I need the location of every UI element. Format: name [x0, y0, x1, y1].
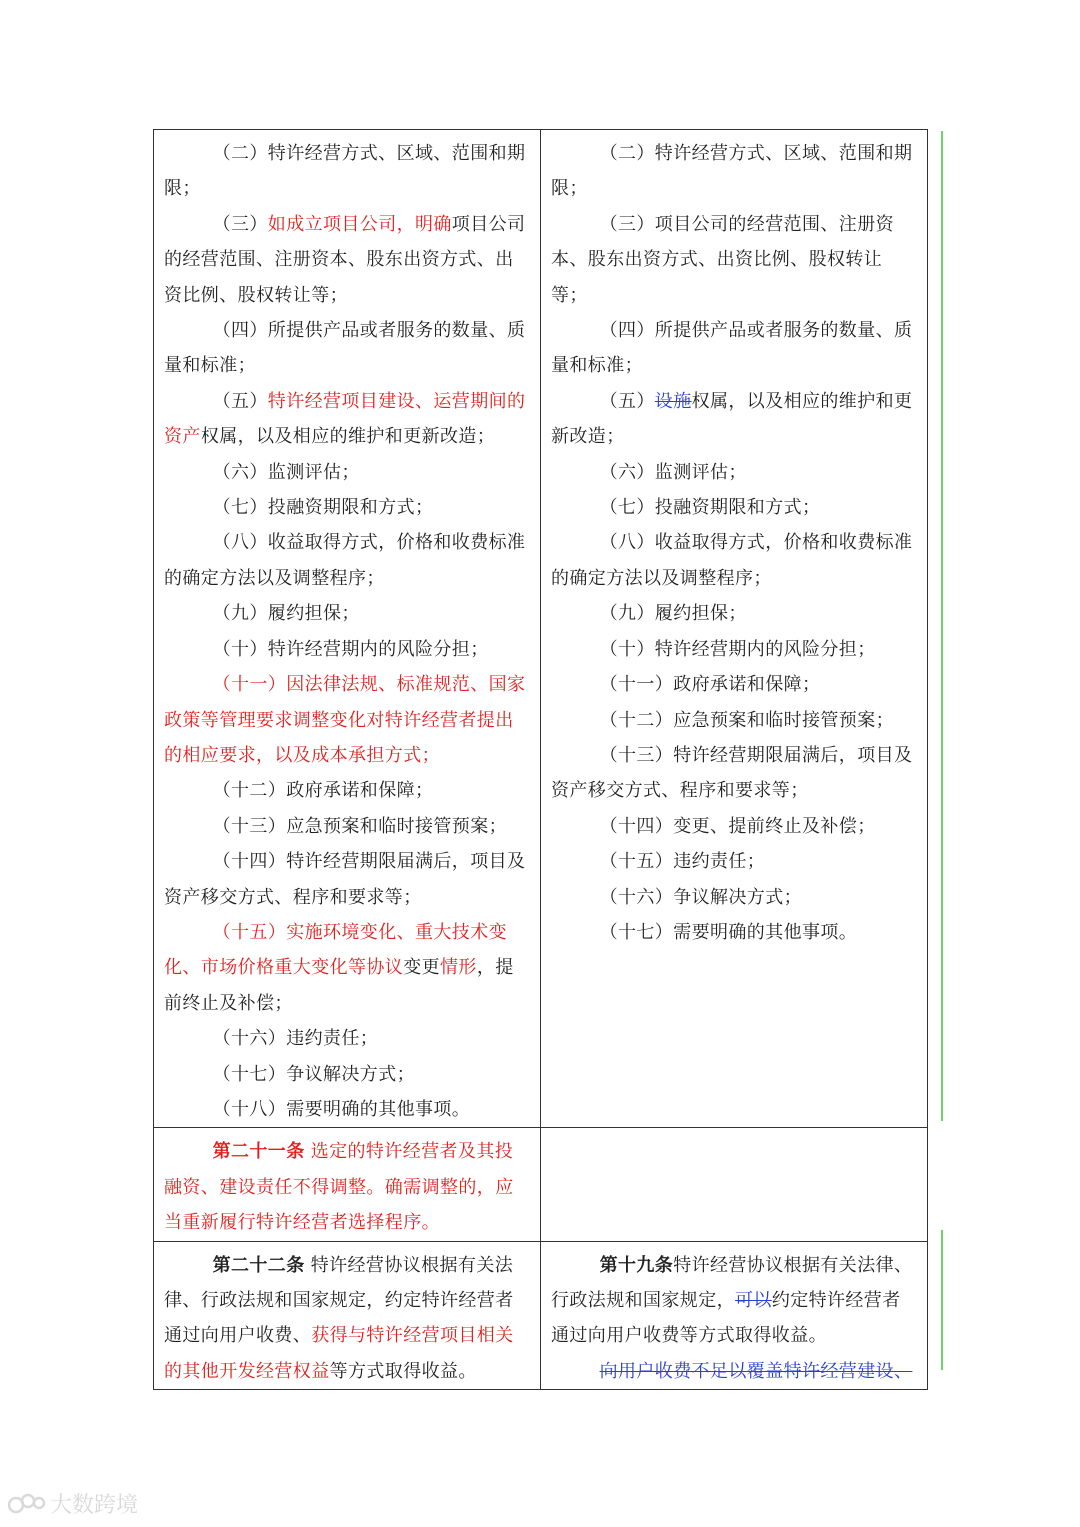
text-run: ，提前终止及补偿； — [164, 957, 514, 1014]
text-run: 等方式取得收益。 — [329, 1360, 477, 1382]
text-run: （十二）政府承诺和保障； — [212, 780, 434, 802]
text-run: （十五）违约责任； — [599, 851, 766, 873]
text-run: （二）特许经营方式、区域、范围和期限； — [551, 143, 913, 200]
right-cell — [541, 1241, 928, 1390]
text-run: （十七）争议解决方式； — [212, 1063, 415, 1085]
deleted-text: 可以 — [735, 1290, 772, 1311]
watermark — [8, 1488, 138, 1519]
text-run: （十八）需要明确的其他事项。 — [212, 1098, 471, 1120]
right-cell — [541, 1128, 928, 1241]
paragraph — [164, 844, 530, 915]
logo-icon — [8, 1491, 46, 1517]
paragraph — [164, 667, 530, 773]
text-run: （四）所提供产品或者服务的数量、质量和标准； — [164, 320, 526, 377]
paragraph — [551, 207, 917, 313]
text-run: （五） — [599, 390, 655, 412]
watermark-text: 大数跨境 — [50, 1493, 139, 1518]
paragraph — [164, 1092, 530, 1127]
paragraph — [551, 915, 917, 950]
paragraph — [164, 773, 530, 808]
added-text: 如成立项目公司，明确 — [267, 213, 452, 235]
paragraph — [164, 1248, 530, 1390]
paragraph — [551, 667, 917, 702]
paragraph — [551, 525, 917, 596]
paragraph — [551, 1248, 917, 1354]
deleted-text: 向用户收费不足以覆盖特许经营建设、 — [599, 1360, 913, 1382]
paragraph — [164, 384, 530, 455]
paragraph — [551, 880, 917, 915]
text-run: （八）收益取得方式，价格和收费标准的确定方法以及调整程序； — [164, 532, 526, 589]
paragraph — [164, 136, 530, 207]
paragraph — [551, 738, 917, 809]
paragraph — [551, 809, 917, 844]
text-run: （十六）争议解决方式； — [599, 886, 802, 908]
paragraph — [164, 525, 530, 596]
text-run: 变更 — [403, 957, 441, 979]
text-run: （八）收益取得方式，价格和收费标准的确定方法以及调整程序； — [551, 532, 913, 589]
paragraph — [551, 136, 917, 207]
text-run: （六）监测评估； — [599, 461, 747, 483]
paragraph — [164, 313, 530, 384]
text-run: （十六）违约责任； — [212, 1028, 379, 1050]
paragraph — [551, 632, 917, 667]
paragraph — [551, 455, 917, 490]
right-cell — [541, 130, 928, 1128]
text-run: （十）特许经营期内的风险分担； — [212, 638, 489, 660]
table-row — [154, 130, 928, 1128]
paragraph — [164, 809, 530, 844]
table-row — [154, 1128, 928, 1241]
text-run: （四）所提供产品或者服务的数量、质量和标准； — [551, 320, 913, 377]
text-run: （十二）应急预案和临时接管预案； — [599, 709, 894, 731]
comparison-table — [153, 129, 928, 1390]
left-cell — [154, 1128, 541, 1241]
text-run: 特许经营协议根据有关法律、行政法规和国家规定，约定特许经营者通过向用户收费、 — [164, 1254, 514, 1347]
paragraph — [551, 490, 917, 525]
text-run: 权属，以及相应的维护和更新改造； — [200, 426, 496, 448]
text-run: （七）投融资期限和方式； — [599, 497, 821, 519]
added-text: 第二十一条 — [212, 1141, 305, 1163]
text-run: 项目公司的经营范围、注册资本、股东出资方式、出资比例、股权转让等； — [164, 213, 526, 306]
paragraph — [551, 703, 917, 738]
text-run: （三）项目公司的经营范围、注册资本、股东出资方式、出资比例、股权转让等； — [551, 213, 894, 306]
paragraph — [164, 207, 530, 313]
paragraph — [551, 1354, 917, 1383]
paragraph — [164, 1134, 530, 1240]
text-run: （十三）特许经营期限届满后，项目及资产移交方式、程序和要求等； — [551, 744, 913, 802]
text-run: 第二十二条 — [212, 1254, 305, 1276]
text-run: （十一）政府承诺和保障； — [599, 674, 821, 696]
added-text: 特许经营项目建设、运营期间的资产 — [164, 390, 526, 448]
text-run: 权属，以及相应的维护和更新改造； — [551, 390, 913, 448]
text-run: （十四）变更、提前终止及补偿； — [599, 815, 876, 837]
added-text: 情形 — [440, 957, 477, 979]
text-run: （十四）特许经营期限届满后，项目及资产移交方式、程序和要求等； — [164, 851, 526, 908]
paragraph — [551, 313, 917, 384]
text-run: （九）履约担保； — [599, 603, 747, 625]
paragraph — [164, 915, 530, 1021]
text-run: （六）监测评估； — [212, 461, 360, 483]
paragraph — [551, 596, 917, 631]
paragraph — [551, 384, 917, 455]
text-run: （二）特许经营方式、区域、范围和期限； — [164, 143, 526, 200]
paragraph — [164, 1021, 530, 1056]
left-cell — [154, 1241, 541, 1390]
paragraph — [164, 455, 530, 490]
paragraph — [164, 632, 530, 667]
text-run: （五） — [212, 390, 268, 412]
text-run: （十三）应急预案和临时接管预案； — [212, 815, 507, 837]
text-run: （九）履约担保； — [212, 603, 360, 625]
paragraph — [164, 596, 530, 631]
table-row — [154, 1241, 928, 1390]
text-run: （七）投融资期限和方式； — [212, 497, 434, 519]
paragraph — [164, 490, 530, 525]
text-run: 特许经营协议根据有关法律、行政法规和国家规定， — [551, 1254, 913, 1311]
added-text: （十五）实施环境变化、重大技术变化、市场价格重大变化等协议 — [164, 921, 507, 979]
text-run: 约定特许经营者通过向用户收费等方式取得收益。 — [551, 1290, 901, 1347]
added-text: 获得与特许经营项目相关的其他开发经营权益 — [164, 1325, 514, 1382]
text-run: （十七）需要明确的其他事项。 — [599, 921, 858, 943]
paragraph — [164, 1057, 530, 1092]
added-text: 选定的特许经营者及其投融资、建设责任不得调整。确需调整的，应当重新履行特许经营者选择程序。 — [164, 1141, 514, 1234]
left-cell — [154, 130, 541, 1128]
added-text: （十一）因法律法规、标准规范、国家政策等管理要求调整变化对特许经营者提出的相应要求，以及成本承担方式； — [164, 674, 526, 766]
text-run: （三） — [212, 213, 268, 235]
paragraph — [551, 844, 917, 879]
deleted-text: 设施 — [654, 390, 692, 412]
change-bar — [941, 1230, 943, 1370]
text-run: 第十九条 — [599, 1254, 674, 1276]
change-bar — [941, 131, 943, 1121]
text-run: （十）特许经营期内的风险分担； — [599, 638, 876, 660]
